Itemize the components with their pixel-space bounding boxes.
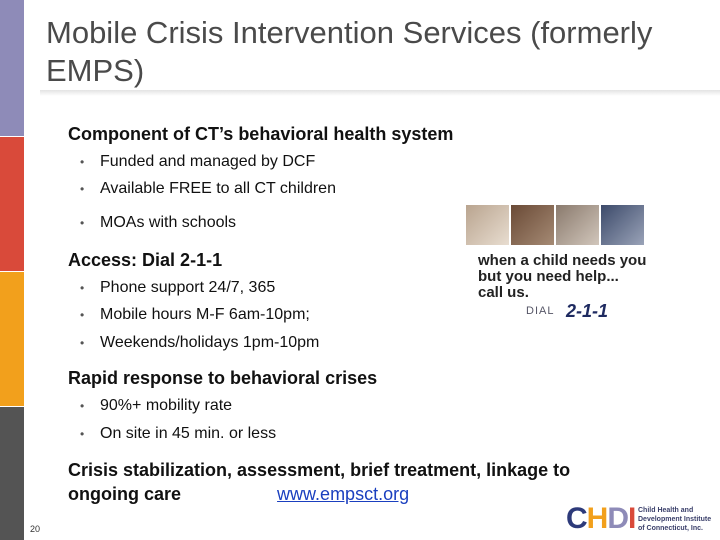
chdi-logo — [566, 500, 716, 538]
dial-label: DIAL — [526, 305, 555, 317]
photo-child-2 — [511, 205, 554, 245]
photo-child-4 — [601, 205, 644, 245]
list-item — [80, 334, 319, 352]
section-heading: Access: Dial 2-1-1 — [68, 250, 223, 270]
section-heading: Crisis stabilization, assessment, brief treatment, linkage to — [68, 460, 571, 480]
page-number: 20 — [30, 524, 41, 534]
list-item-text: Mobile hours M-F 6am-10pm; — [100, 306, 310, 323]
bullet-icon: • — [80, 308, 85, 322]
logo-text-line: Child Health and — [638, 507, 694, 514]
bullet-icon: • — [80, 216, 85, 230]
ad-line: but you need help... — [478, 268, 619, 285]
logo-text — [638, 506, 711, 533]
dial-211-ad — [466, 205, 666, 335]
bullet-icon: • — [80, 399, 85, 413]
photo-child-1 — [466, 205, 509, 245]
photo-child-3 — [556, 205, 599, 245]
list-item-text: On site in 45 min. or less — [100, 425, 277, 442]
bullet-icon: • — [80, 281, 85, 295]
section-heading-continued — [68, 484, 409, 505]
sidebar-segment-orange — [0, 272, 24, 406]
bullet-icon: • — [80, 336, 85, 350]
section-heading-text: ongoing care — [68, 484, 182, 504]
logo-text-line: Development Institute — [638, 516, 712, 523]
slide-title: Mobile Crisis Intervention Services (formerly EMPS) — [46, 15, 653, 88]
list-item-text: MOAs with schools — [100, 214, 237, 231]
list-item — [80, 397, 232, 415]
list-item-text: Available FREE to all CT children — [100, 180, 336, 197]
section-heading: Component of CT’s behavioral health system — [68, 124, 454, 144]
bullet-icon: • — [80, 427, 85, 441]
list-item — [80, 306, 310, 324]
list-item-text: 90%+ mobility rate — [100, 397, 233, 414]
logo-text-line: of Connecticut, Inc. — [638, 525, 703, 532]
list-item-text: Weekends/holidays 1pm-10pm — [100, 334, 320, 351]
list-item — [80, 425, 276, 443]
list-item — [80, 279, 275, 297]
sidebar-segment-gray — [0, 407, 24, 540]
list-item — [80, 214, 236, 232]
section-heading: Rapid response to behavioral crises — [68, 368, 378, 388]
color-sidebar — [0, 0, 24, 540]
children-photos — [466, 205, 644, 245]
list-item — [80, 180, 336, 198]
ad-line: call us. — [478, 284, 529, 301]
website-link[interactable]: www.empsct.org — [277, 484, 410, 504]
ad-line: when a child needs you — [478, 252, 647, 269]
list-item — [80, 153, 315, 171]
sidebar-segment-red — [0, 137, 24, 271]
bullet-icon: • — [80, 155, 85, 169]
title-divider — [40, 90, 720, 96]
list-item-text: Phone support 24/7, 365 — [100, 279, 276, 296]
dial-number: 2-1-1 — [566, 301, 609, 321]
bullet-icon: • — [80, 182, 85, 196]
sidebar-segment-purple — [0, 0, 24, 136]
logo-letters: CHDI — [566, 502, 636, 535]
ad-message — [478, 253, 646, 301]
list-item-text: Funded and managed by DCF — [100, 153, 316, 170]
